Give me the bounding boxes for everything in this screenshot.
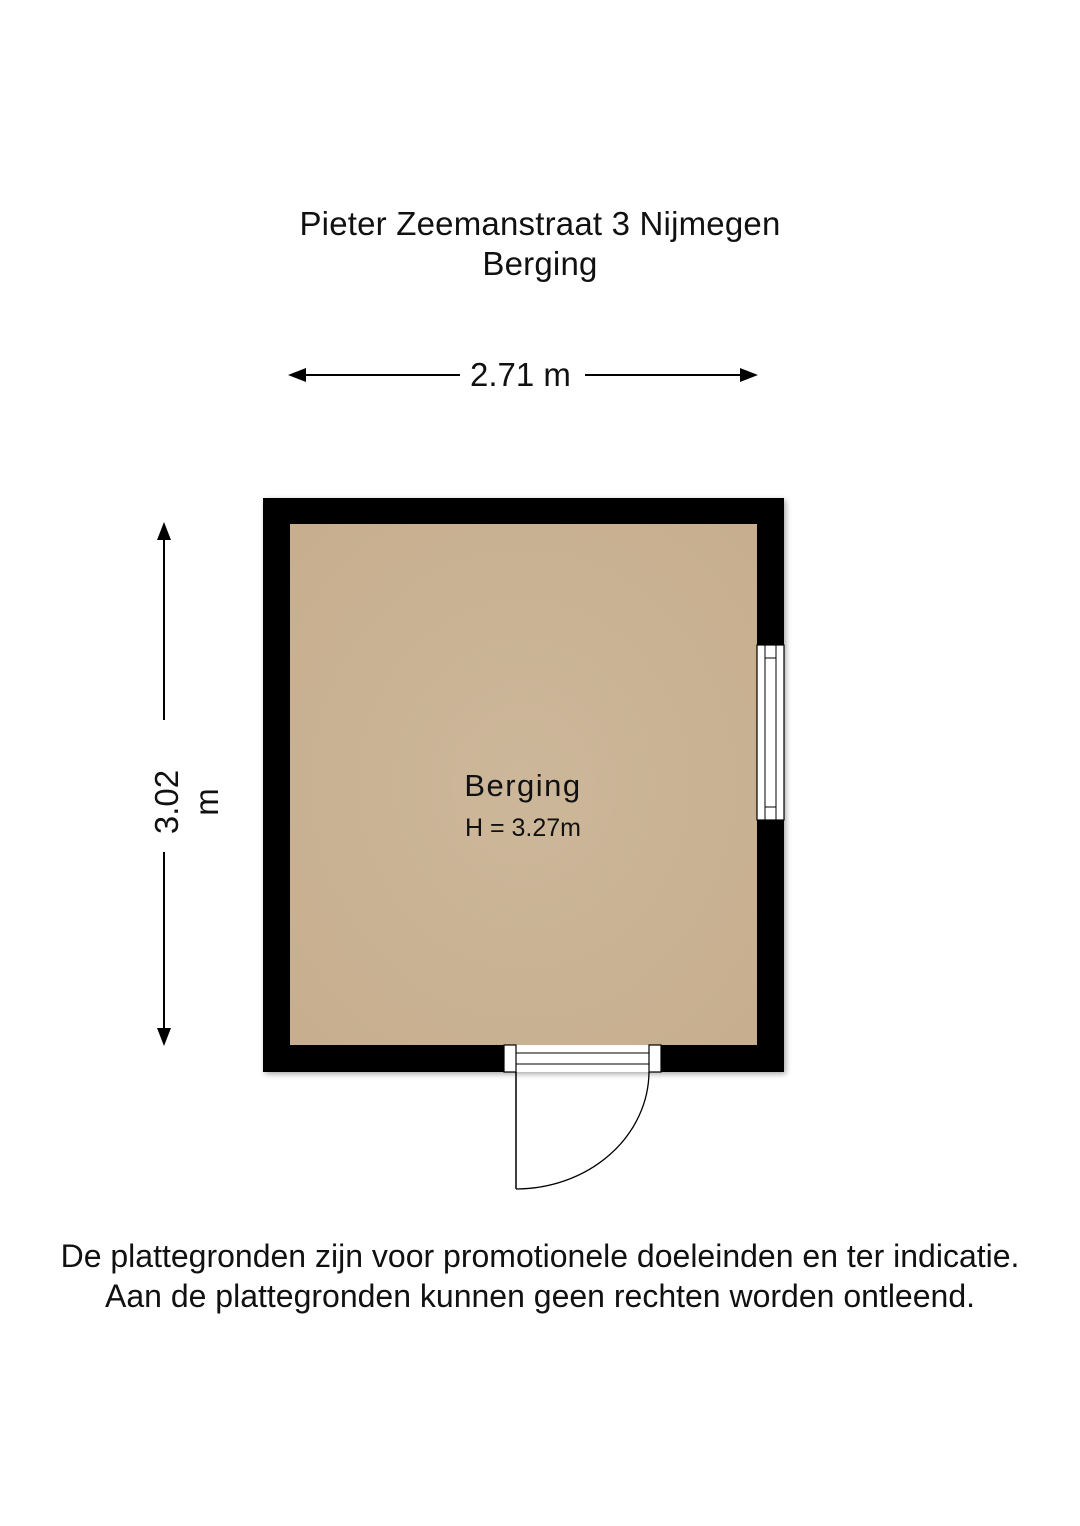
height-dimension-label: 3.02 m bbox=[147, 752, 227, 852]
floor-title: Berging bbox=[482, 245, 598, 282]
width-dimension-label: 2.71 m bbox=[462, 355, 579, 395]
address-title: Pieter Zeemanstraat 3 Nijmegen bbox=[299, 205, 781, 242]
disclaimer bbox=[0, 1236, 1080, 1316]
room-ceiling-height-label: H = 3.27m bbox=[464, 814, 582, 842]
door bbox=[504, 1045, 661, 1189]
disclaimer-line-1: De plattegronden zijn voor promotionele doeleinden en ter indicatie. bbox=[60, 1238, 1020, 1274]
arrow-left-icon bbox=[288, 368, 306, 382]
arrow-down-icon bbox=[157, 1028, 171, 1046]
disclaimer-line-2: Aan de plattegronden kunnen geen rechten worden ontleend. bbox=[104, 1278, 975, 1314]
window bbox=[757, 645, 784, 820]
arrow-up-icon bbox=[157, 522, 171, 540]
door-swing-arc bbox=[516, 1072, 649, 1189]
room-name-label: Berging bbox=[464, 768, 582, 803]
arrow-right-icon bbox=[740, 368, 758, 382]
